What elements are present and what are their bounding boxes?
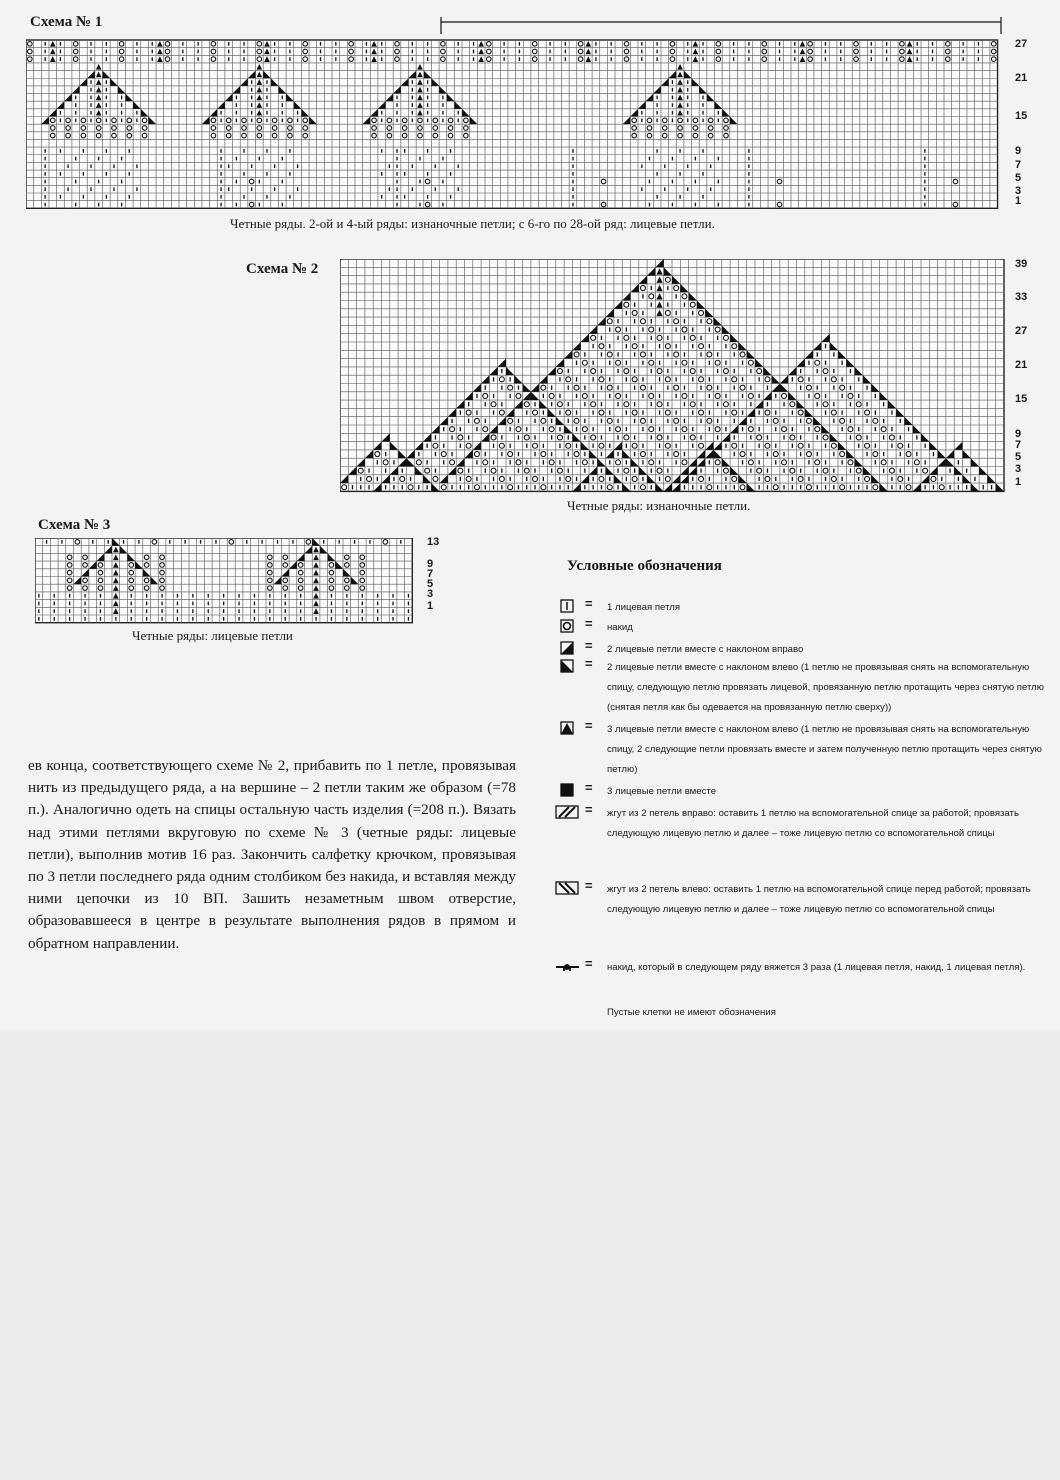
cable-left-icon (555, 880, 581, 898)
row-number: 27 (1015, 325, 1028, 337)
legend-text: жгут из 2 петель влево: оставить 1 петлю на вспомогательной спице перед работой; провязать следующую лицевую петлю и далее – тоже лицевую петлю со вспомогательной спицы (607, 884, 1031, 915)
legend (555, 558, 1045, 1018)
row-number: 3 (1015, 185, 1022, 197)
body-text (28, 755, 516, 955)
legend-equals: = (585, 616, 593, 631)
legend-equals: = (585, 656, 593, 671)
scheme3-title: Схема № 3 (38, 517, 111, 533)
row-number: 3 (1015, 463, 1022, 475)
yarn-over-icon (555, 618, 581, 636)
legend-equals: = (585, 802, 593, 817)
yarn-over-3-icon (555, 958, 581, 976)
row-number: 39 (1015, 258, 1028, 270)
legend-text: накид, который в следующем ряду вяжется 3 раза (1 лицевая петля, накид, 1 лицевая петля). (607, 962, 1026, 973)
legend-equals: = (585, 878, 593, 893)
legend-equals: = (585, 638, 593, 653)
row-number: 21 (1015, 359, 1028, 371)
legend-symbol (555, 618, 581, 641)
row-number: 21 (1015, 72, 1028, 84)
row-number: 9 (1015, 428, 1022, 440)
cable-right-icon (555, 804, 581, 822)
k3tog-icon (555, 782, 581, 800)
row-number: 7 (1015, 159, 1022, 171)
legend-equals: = (585, 596, 593, 611)
legend-symbol (555, 720, 581, 743)
legend-equals: = (585, 718, 593, 733)
knit-stitch-icon (555, 598, 581, 616)
row-number: 5 (427, 578, 434, 590)
row-number: 15 (1015, 110, 1028, 122)
body-paragraph: ев конца, соответствующего схеме № 2, прибавить по 1 петле, провязывая нить из предыдущего ряда, а на вершине – 2 петли таким же образом (=78 п.). Аналогично одеть на спицы остальную часть изделия (=208 п.). Вязать над этими петлями вкруговую по схеме № 3 (четные ряды: лицевые петли), выполнив мотив 16 раз. Закончить салфетку крючком, провязывая по 3 петли последнего ряда одним столбиком без накида, и вставляя между ними цепочки из 10 ВП. Зашить незаметным швом отверстие, образовавшееся в центре в результате выполнения рядов в прямом и обратном направлении. (28, 757, 516, 952)
row-number: 1 (1015, 476, 1022, 488)
scheme3-chart (35, 538, 425, 628)
scheme3-caption: Четные ряды: лицевые петли (132, 628, 293, 643)
scheme1-chart (26, 14, 1016, 214)
row-number: 1 (427, 600, 434, 612)
row-number: 7 (427, 568, 434, 580)
row-number: 5 (1015, 172, 1022, 184)
legend-symbol (555, 958, 581, 981)
row-number: 15 (1015, 393, 1028, 405)
scheme1-caption: Четные ряды. 2-ой и 4-ый ряды: изнаночные петли; с 6-го по 28-ой ряд: лицевые петли. (230, 216, 715, 231)
legend-text: 2 лицевые петли вместе с наклоном вправо (607, 644, 804, 655)
legend-text: 3 лицевые петли вместе (607, 786, 717, 797)
legend-text: накид (607, 622, 633, 633)
k2tog-right-icon (555, 640, 581, 658)
scheme2-title: Схема № 2 (246, 261, 319, 277)
legend-equals: = (585, 956, 593, 971)
legend-symbol (555, 782, 581, 805)
legend-equals: = (585, 780, 593, 795)
legend-text: жгут из 2 петель вправо: оставить 1 петлю на вспомогательной спице за работой; провязать следующую лицевую петлю и далее – тоже лицевую петлю со вспомогательной спицы (607, 808, 1019, 839)
legend-text: Пустые клетки не имеют обозначения (607, 1007, 776, 1018)
row-number: 3 (427, 588, 434, 600)
k2tog-left-icon (555, 658, 581, 676)
row-number: 9 (1015, 145, 1022, 157)
row-number: 5 (1015, 451, 1022, 463)
row-number: 7 (1015, 439, 1022, 451)
row-number: 27 (1015, 38, 1028, 50)
legend-symbol (555, 880, 581, 903)
legend-text: 3 лицевые петли вместе с наклоном влево (1 петлю не провязывая снять на вспомогательную спицу, 2 следующие петли провязать вместе и затем полученную петлю протащить через снятую петлю) (607, 724, 1042, 775)
scheme2-caption: Четные ряды: изнаночные петли. (567, 498, 751, 513)
scheme1-title: Схема № 1 (30, 14, 103, 30)
legend-title: Условные обозначения (567, 558, 722, 574)
row-number: 13 (427, 536, 440, 548)
scheme2-chart (340, 259, 1010, 495)
row-number: 33 (1015, 291, 1028, 303)
row-number: 1 (1015, 195, 1022, 207)
legend-text: 1 лицевая петля (607, 602, 681, 613)
legend-symbol (555, 804, 581, 827)
row-number: 9 (427, 558, 434, 570)
legend-text: 2 лицевые петли вместе с наклоном влево (1 петлю не провязывая снять на вспомогательную спицу, следующую петлю провязать лицевой, провязанную петлю протащить через снятую петлю (снятая петля как бы одевается на провязанную петлю сверху)) (607, 662, 1044, 713)
k3tog-left-icon (555, 720, 581, 738)
legend-symbol (555, 658, 581, 681)
